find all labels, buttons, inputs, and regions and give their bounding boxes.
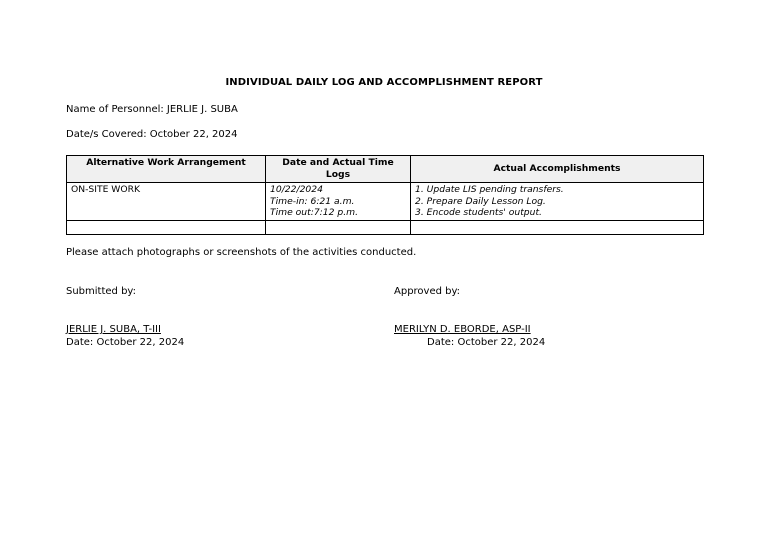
dates-covered-line: Date/s Covered: October 22, 2024 [66,129,238,140]
personnel-name-line: Name of Personnel: JERLIE J. SUBA [66,104,238,115]
time-log-out: Time out:7:12 p.m. [270,207,359,218]
header-work-arrangement: Alternative Work Arrangement [67,156,266,183]
time-log-date: 10/22/2024 [270,184,323,195]
approved-by-label: Approved by: [394,286,461,297]
approver-date: Date: October 22, 2024 [427,337,546,348]
empty-cell [67,220,266,234]
attach-note: Please attach photographs or screenshots of the activities conducted. [66,247,417,258]
header-accomplishments: Actual Accomplishments [411,156,704,183]
empty-cell [411,220,704,234]
approver-name: MERILYN D. EBORDE, ASP-II [394,324,531,335]
daily-log-table [66,155,704,235]
time-log-in: Time-in: 6:21 a.m. [270,195,355,207]
empty-cell [266,220,411,234]
cell-work-arrangement: ON-SITE WORK [67,183,266,221]
accomplishment-item: 2. Prepare Daily Lesson Log. [415,195,546,207]
cell-time-logs [266,183,411,221]
submitted-by-label: Submitted by: [66,286,136,297]
header-date-time-logs: Date and Actual Time Logs [266,156,411,183]
table-header-row [67,156,704,183]
table-row [67,183,704,221]
submitter-date: Date: October 22, 2024 [66,337,185,348]
report-title: INDIVIDUAL DAILY LOG AND ACCOMPLISHMENT REPORT [225,77,543,88]
table-row-empty [67,220,704,234]
accomplishment-item: 1. Update LIS pending transfers. [415,184,564,195]
submitter-name: JERLIE J. SUBA, T-III [66,324,161,335]
accomplishment-item: 3. Encode students' output. [415,207,542,218]
cell-accomplishments [411,183,704,221]
